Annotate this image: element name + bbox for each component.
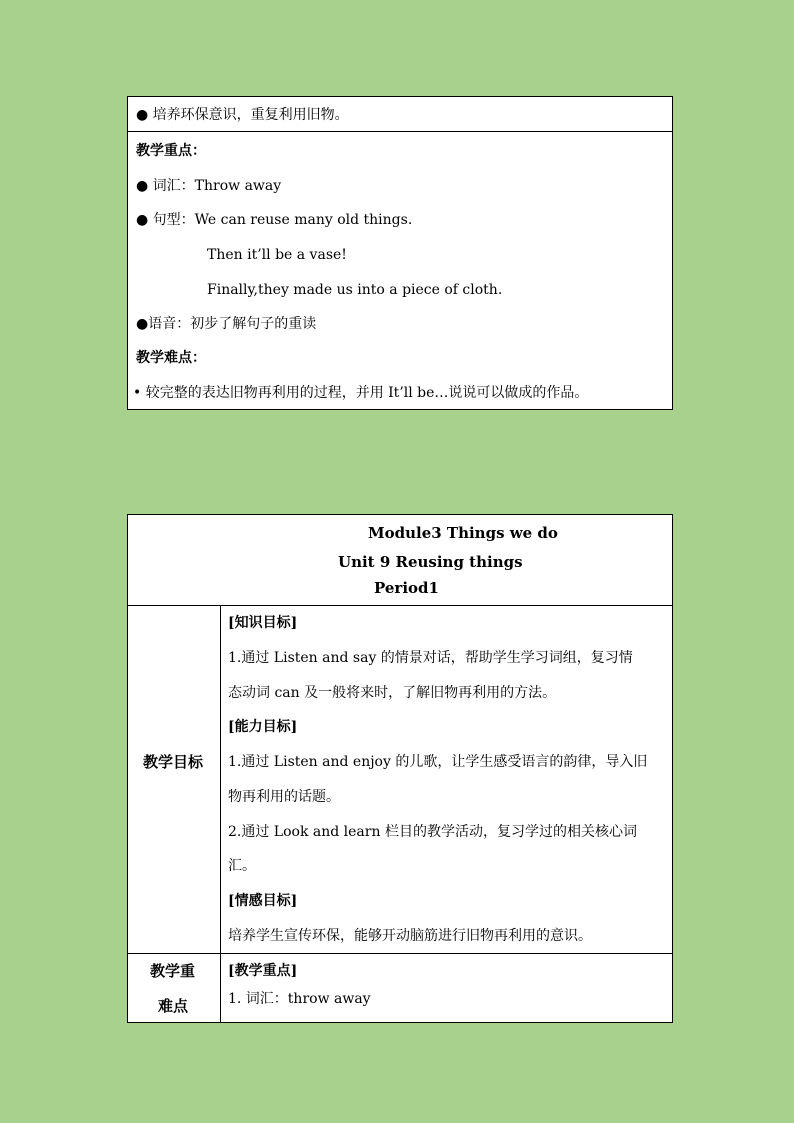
row-divider <box>128 605 672 606</box>
keypoints-line: 1. 词汇：throw away <box>228 991 371 1007</box>
column-divider <box>220 605 221 1022</box>
objective-heading: [能力目标] <box>228 719 298 735</box>
objectives-label: 教学目标 <box>143 753 204 771</box>
text-line: Finally,they made us into a piece of cloth. <box>207 282 503 298</box>
row-divider <box>128 131 672 132</box>
text-line: ● 培养环保意识，重复利用旧物。 <box>136 107 349 123</box>
period-title: Period1 <box>374 579 439 597</box>
text-line: ●语音：初步了解句子的重读 <box>136 316 317 332</box>
table-summary <box>127 96 673 410</box>
text-line: • 较完整的表达旧物再利用的过程，并用 It’ll be…说说可以做成的作品。 <box>133 385 589 401</box>
text-line: ● 句型：We can reuse many old things. <box>136 212 413 228</box>
objective-line: 物再利用的话题。 <box>228 789 340 805</box>
keypoints-heading: [教学重点] <box>228 963 298 979</box>
unit-title: Unit 9 Reusing things <box>338 553 523 571</box>
objective-line: 2.通过 Look and learn 栏目的教学活动，复习学过的相关核心词 <box>228 824 637 840</box>
text-line: Then it’ll be a vase! <box>207 247 347 263</box>
objective-heading: [知识目标] <box>228 615 298 631</box>
objective-line: 态动词 can 及一般将来时，了解旧物再利用的方法。 <box>228 685 557 701</box>
objective-line: 1.通过 Listen and enjoy 的儿歌，让学生感受语言的韵律，导入旧 <box>228 754 648 770</box>
keypoints-label: 教学重 <box>150 962 196 980</box>
objective-line: 汇。 <box>228 858 256 874</box>
text-line: ● 词汇：Throw away <box>136 178 282 194</box>
module-title: Module3 Things we do <box>368 524 558 542</box>
objective-line: 培养学生宣传环保，能够开动脑筋进行旧物再利用的意识。 <box>228 928 592 944</box>
section-heading-difficulties: 教学难点： <box>136 350 206 366</box>
objective-heading: [情感目标] <box>228 893 298 909</box>
table-lesson-plan <box>127 514 673 1023</box>
row-divider <box>128 953 672 954</box>
keypoints-label: 难点 <box>158 997 189 1015</box>
section-heading-key-points: 教学重点： <box>136 143 206 159</box>
objective-line: 1.通过 Listen and say 的情景对话，帮助学生学习词组，复习情 <box>228 650 633 666</box>
